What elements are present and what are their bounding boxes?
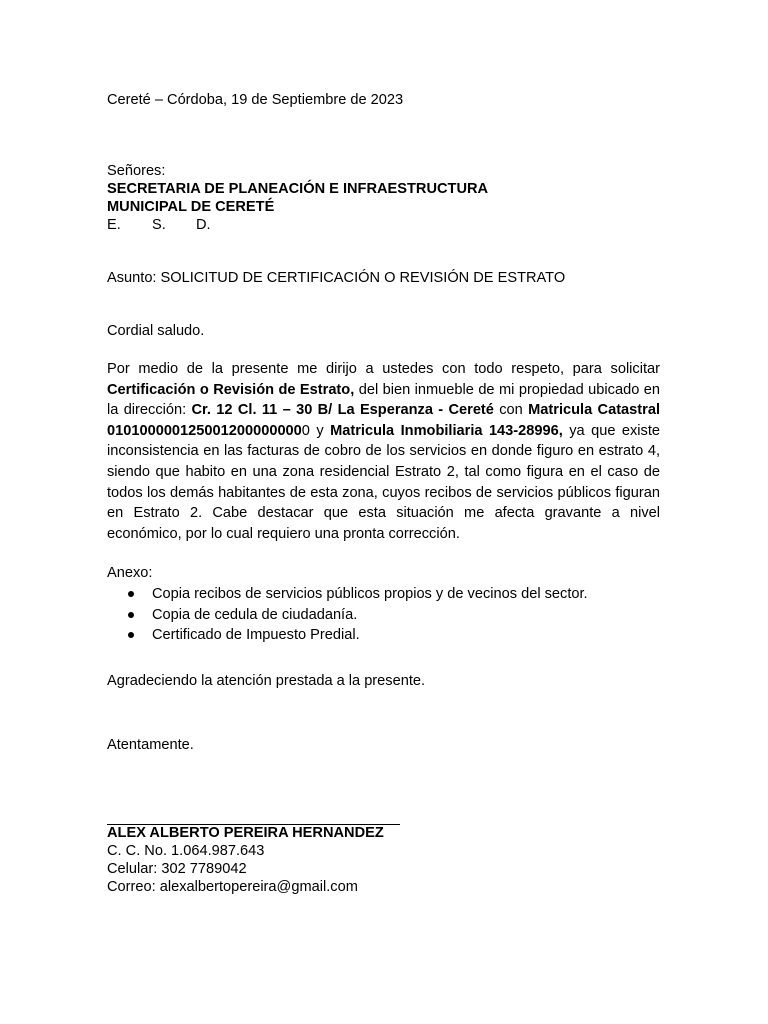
esd-abbreviation (107, 216, 211, 234)
esd-d: D. (196, 217, 211, 233)
recipient-salutation: Señores: (107, 163, 166, 179)
closing: Atentamente. (107, 737, 194, 753)
place-date: Cereté – Córdoba, 19 de Septiembre de 2023 (107, 92, 404, 108)
thanks-line: Agradeciendo la atención prestada a la presente. (107, 673, 426, 689)
body-text-4: 0 y (301, 422, 331, 439)
annex-list (107, 584, 588, 646)
body-bold-registry: Matricula Inmobiliaria 143-28996, (330, 422, 563, 439)
annex-label: Anexo: (107, 565, 153, 581)
esd-e: E. (107, 217, 121, 233)
body-paragraph (107, 359, 660, 544)
body-text-3: con (493, 402, 529, 419)
body-text-1: Por medio de la presente me dirijo a ustedes con todo respeto, para solicitar (107, 361, 660, 377)
greeting: Cordial saludo. (107, 323, 205, 339)
body-bold-cadastral: Matricula Catastral 010100000125001200000000 (107, 402, 661, 439)
recipient-line-2: MUNICIPAL DE CERETÉ (107, 199, 275, 215)
esd-s: S. (152, 217, 166, 233)
list-item (107, 605, 588, 626)
bullet-icon (128, 612, 134, 618)
annex-item-text: Copia recibos de servicios públicos propios y de vecinos del sector. (152, 586, 588, 602)
list-item (107, 625, 588, 646)
bullet-icon (128, 632, 134, 638)
signer-phone: Celular: 302 7789042 (107, 861, 247, 877)
signer-email: Correo: alexalbertopereira@gmail.com (107, 879, 358, 895)
signer-name: ALEX ALBERTO PEREIRA HERNANDEZ (107, 825, 384, 841)
subject-line: Asunto: SOLICITUD DE CERTIFICACIÓN O REVISIÓN DE ESTRATO (107, 270, 566, 286)
body-bold-request: Certificación o Revisión de Estrato, (107, 381, 355, 398)
recipient-line-1: SECRETARIA DE PLANEACIÓN E INFRAESTRUCTURA (107, 181, 489, 197)
signer-id: C. C. No. 1.064.987.643 (107, 843, 265, 859)
body-text-2: del bien inmueble de mi propiedad ubicado en la dirección: (107, 381, 660, 419)
bullet-icon (128, 591, 134, 597)
annex-item-text: Copia de cedula de ciudadanía. (152, 606, 358, 623)
letter-page (107, 0, 660, 1024)
body-text-5: ya que existe inconsistencia en las facturas de cobro de los servicios en donde figuro en estrato 4, siendo que habito en una zona residencial Estrato 2, tal como figura en el caso de todos los demás habitantes de esta zona, cuyos recibos de servicios públicos figuran en Estrato 2. Cabe destacar que esta situación me afecta gravante a nivel económico, por lo cual requiero una pronta corrección. (107, 422, 660, 542)
body-bold-address: Cr. 12 Cl. 11 – 30 B/ La Esperanza - Cereté (191, 402, 494, 419)
annex-item-text: Certificado de Impuesto Predial. (152, 627, 360, 644)
list-item (107, 584, 588, 605)
